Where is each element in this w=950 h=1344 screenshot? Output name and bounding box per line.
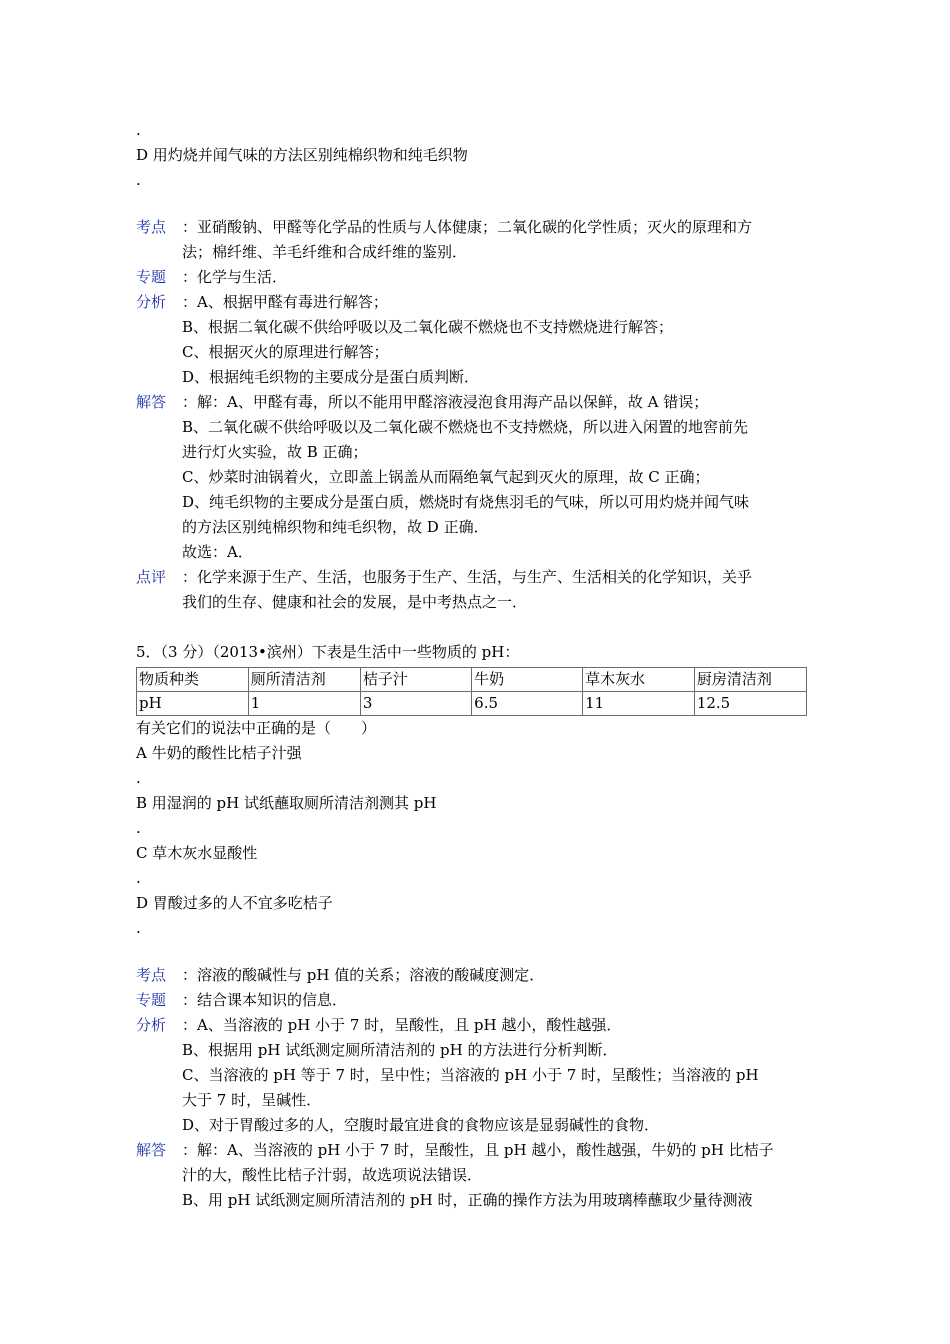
fenxi-line: D、根据纯毛织物的主要成分是蛋白质判断．	[182, 368, 480, 386]
kaodian-line: ：亚硝酸钠、甲醛等化学品的性质与人体健康；二氧化碳的化学性质；灭火的原理和方	[182, 218, 753, 236]
q4-dianping	[136, 565, 816, 615]
q5-zhuanti	[136, 988, 816, 1013]
fenxi-line: ：A、根据甲醛有毒进行解答；	[182, 293, 388, 311]
option-separator: .	[136, 171, 141, 189]
fenxi-label: 分析	[136, 1016, 167, 1034]
jieda-line: C、炒菜时油锅着火，立即盖上锅盖从而隔绝氧气起到灭火的原理，故 C 正确；	[182, 468, 710, 486]
q4-fenxi	[136, 290, 816, 390]
table-cell: 厨房清洁剂	[694, 668, 806, 692]
dianping-line: ：化学来源于生产、生活，也服务于生产、生活，与生产、生活相关的化学知识，关乎	[182, 568, 753, 586]
fenxi-line: D、对于胃酸过多的人，空腹时最宜进食的食物应该是显弱碱性的食物．	[182, 1116, 660, 1134]
option-d: D 用灼烧并闻气味的方法区别纯棉织物和纯毛织物	[136, 146, 468, 164]
q4-kaodian	[136, 215, 816, 265]
zhuanti-text: ：化学与生活．	[182, 268, 288, 286]
q5-question: 有关它们的说法中正确的是（ ）	[136, 719, 377, 737]
table-cell: 草木灰水	[583, 668, 695, 692]
option-separator: .	[136, 819, 141, 837]
option-b: B 用湿润的 pH 试纸蘸取厕所清洁剂测其 pH	[136, 794, 437, 812]
fenxi-line: 大于 7 时，呈碱性．	[182, 1091, 322, 1109]
fenxi-line: ：A、当溶液的 pH 小于 7 时，呈酸性，且 pH 越小，酸性越强．	[182, 1016, 622, 1034]
jieda-line: B、二氧化碳不供给呼吸以及二氧化碳不燃烧也不支持燃烧，所以进入闲置的地窖前先	[182, 418, 749, 436]
zhuanti-text: ：结合课本知识的信息．	[182, 991, 348, 1009]
table-cell: pH	[137, 692, 249, 716]
kaodian-label: 考点	[136, 218, 167, 236]
q5-kaodian	[136, 963, 816, 988]
table-header-row	[137, 668, 807, 692]
q4-zhuanti	[136, 265, 816, 290]
jieda-line: 汁的大，酸性比桔子汁弱，故选项说法错误．	[182, 1166, 483, 1184]
q5-fenxi	[136, 1013, 816, 1138]
zhuanti-label: 专题	[136, 268, 167, 286]
q5-jieda	[136, 1138, 816, 1213]
table-cell: 11	[583, 692, 695, 716]
fenxi-line: C、根据灭火的原理进行解答；	[182, 343, 389, 361]
kaodian-line: 法；棉纤维、羊毛纤维和合成纤维的鉴别．	[182, 243, 468, 261]
table-cell: 牛奶	[472, 668, 583, 692]
dianping-label: 点评	[136, 568, 167, 586]
kaodian-label: 考点	[136, 966, 167, 984]
option-separator: .	[136, 769, 141, 787]
table-cell: 桔子汁	[360, 668, 471, 692]
jieda-line: 的方法区别纯棉织物和纯毛织物，故 D 正确．	[182, 518, 489, 536]
jieda-label: 解答	[136, 1141, 167, 1159]
ph-table	[136, 667, 807, 716]
table-cell: 12.5	[694, 692, 806, 716]
jieda-line: D、纯毛织物的主要成分是蛋白质，燃烧时有烧焦羽毛的气味，所以可用灼烧并闻气味	[182, 493, 750, 511]
jieda-line: 进行灯火实验，故 B 正确；	[182, 443, 368, 461]
table-cell: 6.5	[472, 692, 583, 716]
fenxi-line: B、根据二氧化碳不供给呼吸以及二氧化碳不燃烧也不支持燃烧进行解答；	[182, 318, 674, 336]
fenxi-line: B、根据用 pH 试纸测定厕所清洁剂的 pH 的方法进行分析判断．	[182, 1041, 618, 1059]
table-cell: 3	[360, 692, 471, 716]
option-separator: .	[136, 121, 141, 139]
jieda-line: 故选：A．	[182, 543, 253, 561]
jieda-line: ：解：A、当溶液的 pH 小于 7 时，呈酸性，且 pH 越小，酸性越强，牛奶的 pH 比桔子	[182, 1141, 774, 1159]
zhuanti-label: 专题	[136, 991, 167, 1009]
jieda-label: 解答	[136, 393, 167, 411]
table-cell: 物质种类	[137, 668, 249, 692]
jieda-line: B、用 pH 试纸测定厕所清洁剂的 pH 时，正确的操作方法为用玻璃棒蘸取少量待测液	[182, 1191, 753, 1209]
option-c: C 草木灰水显酸性	[136, 844, 258, 862]
table-row	[137, 692, 807, 716]
q4-jieda	[136, 390, 816, 565]
kaodian-text: ：溶液的酸碱性与 pH 值的关系；溶液的酸碱度测定．	[182, 966, 545, 984]
table-cell: 厕所清洁剂	[248, 668, 360, 692]
option-separator: .	[136, 869, 141, 887]
document-page	[136, 118, 816, 1213]
option-d: D 胃酸过多的人不宜多吃桔子	[136, 894, 333, 912]
table-cell: 1	[248, 692, 360, 716]
dianping-line: 我们的生存、健康和社会的发展，是中考热点之一．	[182, 593, 528, 611]
q5-stem: 5．（3 分）（2013•滨州）下表是生活中一些物质的 pH：	[136, 643, 520, 661]
fenxi-label: 分析	[136, 293, 167, 311]
fenxi-line: C、当溶液的 pH 等于 7 时，呈中性；当溶液的 pH 小于 7 时，呈酸性；当溶液的 pH	[182, 1066, 759, 1084]
jieda-line: ：解：A、甲醛有毒，所以不能用甲醛溶液浸泡食用海产品以保鲜，故 A 错误；	[182, 393, 709, 411]
option-separator: .	[136, 919, 141, 937]
option-a: A 牛奶的酸性比桔子汁强	[136, 744, 302, 762]
